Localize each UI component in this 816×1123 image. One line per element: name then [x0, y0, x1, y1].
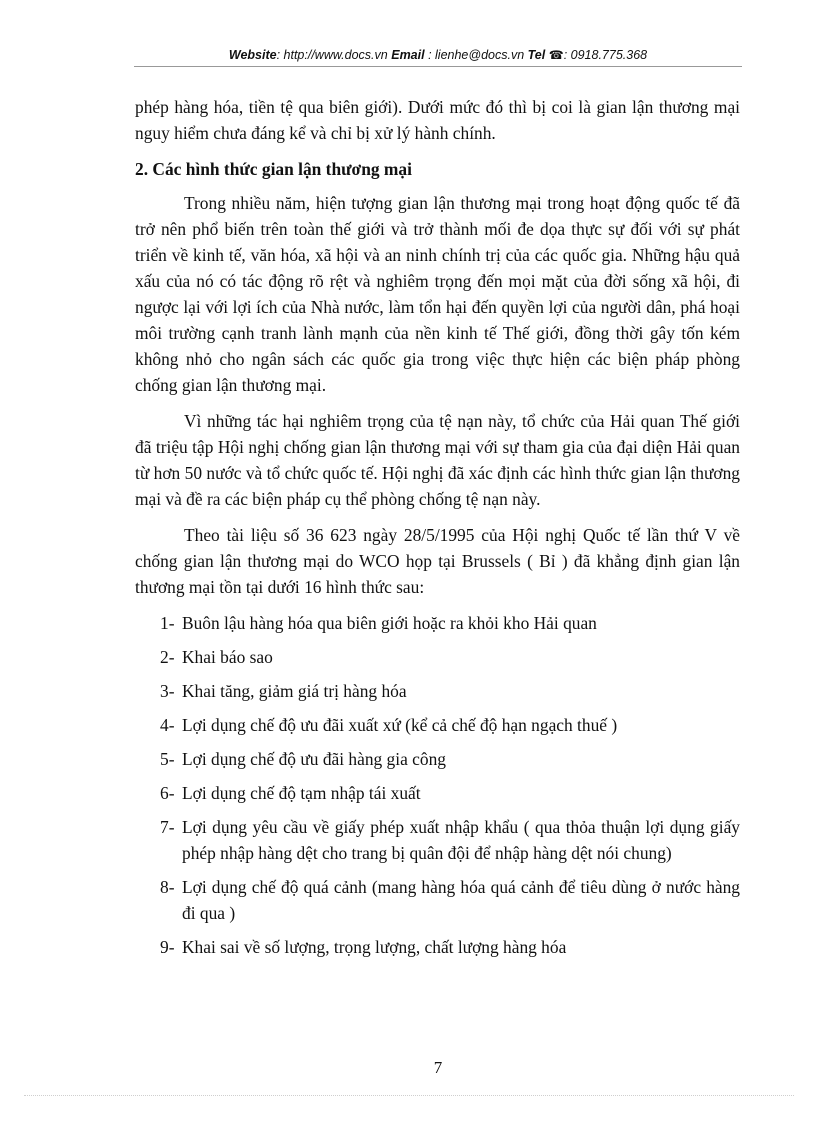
- page-number: 7: [433, 1058, 443, 1077]
- section-heading: 2. Các hình thức gian lận thương mại: [135, 159, 412, 179]
- list-item-number: 5-: [160, 749, 175, 769]
- website-label: Website: [228, 48, 277, 62]
- list-item: [160, 934, 740, 960]
- list-item-number: 2-: [160, 647, 175, 667]
- list-item-number: 9-: [160, 937, 175, 957]
- list-item-text: Khai sai về số lượng, trọng lượng, chất lượng hàng hóa: [182, 937, 567, 957]
- tel-value: : 0918.775.368: [563, 48, 648, 62]
- list-item-text: Lợi dụng chế độ tạm nhập tái xuất: [182, 783, 421, 803]
- paragraph-1: Trong nhiều năm, hiện tượng gian lận thương mại trong hoạt động quốc tế đã trở nên phổ biến trên toàn thế giới và trở thành mối đe dọa thực sự đối với sự phát triển về kinh tế, văn hóa, xã hội và an ninh chính trị của các quốc gia. Những hậu quả xấu của nó có tác động rõ rệt và nghiêm trọng đến mọi mặt của đời sống xã hội, đi ngược lại với lợi ích của Nhà nước, làm tổn hại đến quyền lợi của người dân, phá hoại môi trường cạnh tranh lành mạnh của nền kinh tế Thế giới, đồng thời gây tốn kém không nhỏ cho ngân sách các quốc gia trong việc thực hiện các biện pháp phòng chống gian lận thương mại.: [135, 193, 740, 395]
- page-header: [134, 47, 742, 63]
- list-item: [160, 712, 740, 738]
- paragraph-3: Theo tài liệu số 36 623 ngày 28/5/1995 của Hội nghị Quốc tế lần thứ V về chống gian lận thương mại do WCO họp tại Brussels ( Bỉ ) đã khẳng định gian lận thương mại tồn tại dưới 16 hình thức sau:: [135, 525, 740, 597]
- list-item-text: Lợi dụng chế độ ưu đãi xuất xứ (kể cả chế độ hạn ngạch thuế ): [182, 715, 618, 735]
- phone-icon: ☎: [548, 48, 564, 62]
- list-item: [160, 814, 740, 866]
- page-bottom-divider: [24, 1095, 794, 1096]
- list-item: [160, 644, 740, 670]
- list-item: [160, 780, 740, 806]
- list-item: [160, 746, 740, 772]
- list-item-text: Lợi dụng chế độ ưu đãi hàng gia công: [182, 749, 446, 769]
- list-item-text: Lợi dụng yêu cầu về giấy phép xuất nhập khẩu ( qua thỏa thuận lợi dụng giấy phép nhập hàng dệt cho trang bị quân đội để nhập hàng dệt nói chung): [182, 817, 740, 863]
- tel-label: Tel: [527, 48, 546, 62]
- continuation-paragraph: phép hàng hóa, tiền tệ qua biên giới). Dưới mức đó thì bị coi là gian lận thương mại nguy hiểm chưa đáng kể và chỉ bị xử lý hành chính.: [135, 97, 740, 143]
- list-item-number: 8-: [160, 877, 175, 897]
- list-item-number: 1-: [160, 613, 175, 633]
- email-label: Email: [391, 48, 425, 62]
- list-item-number: 4-: [160, 715, 175, 735]
- email-link[interactable]: : lienhe@docs.vn: [428, 48, 525, 62]
- fraud-forms-list: [160, 610, 740, 960]
- header-divider: [134, 66, 742, 67]
- website-link[interactable]: : http://www.docs.vn: [276, 48, 388, 62]
- list-item: [160, 610, 740, 636]
- paragraph-2: Vì những tác hại nghiêm trọng của tệ nạn này, tổ chức của Hải quan Thế giới đã triệu tập Hội nghị chống gian lận thương mại với sự tham gia của đại diện Hải quan từ hơn 50 nước và tổ chức quốc tế. Hội nghị đã xác định các hình thức gian lận thương mại và đề ra các biện pháp cụ thể phòng chống tệ nạn này.: [135, 411, 740, 509]
- list-item: [160, 678, 740, 704]
- body-text: [135, 94, 740, 968]
- list-item-text: Lợi dụng chế độ quá cảnh (mang hàng hóa quá cảnh để tiêu dùng ở nước hàng đi qua ): [182, 877, 740, 923]
- list-item-text: Khai báo sao: [182, 647, 273, 667]
- list-item-text: Khai tăng, giảm giá trị hàng hóa: [182, 681, 407, 701]
- list-item: [160, 874, 740, 926]
- list-item-number: 3-: [160, 681, 175, 701]
- list-item-text: Buôn lậu hàng hóa qua biên giới hoặc ra khỏi kho Hải quan: [182, 613, 597, 633]
- list-item-number: 6-: [160, 783, 175, 803]
- list-item-number: 7-: [160, 817, 175, 837]
